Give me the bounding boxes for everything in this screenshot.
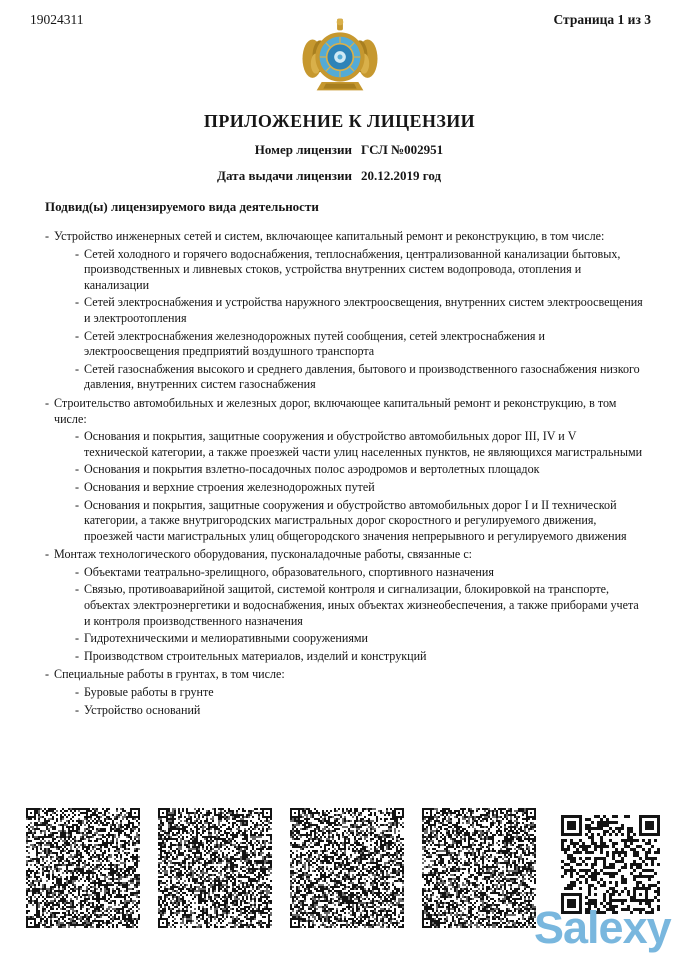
bullet-dash: -	[75, 497, 80, 512]
bullet-dash: -	[75, 462, 80, 477]
bullet-dash: -	[45, 229, 50, 243]
activities-list	[45, 226, 643, 720]
activity-text: Специальные работы в грунтах, в том числе:	[54, 667, 285, 682]
activity-text: Связью, противоаварийной защитой, системой контроля и сигнализации, блокировкой на транспорте, объектах электроэнергетики и водоснабжения, иных объектах жизнеобеспечения, а также приборами учета и контроля производственного назначения	[84, 582, 639, 628]
activity-text: Сетей электроснабжения железнодорожных путей сообщения, сетей электроснабжения и электроосвещения предприятий воздушного транспорта	[84, 328, 545, 359]
activity-item	[45, 582, 643, 629]
bullet-dash: -	[45, 547, 50, 562]
activity-text: Основания и покрытия, защитные сооружения и обустройство автомобильных дорог III, IV и V технической категории, а также проезжей части улиц населенных пунктов, не являющихся магистральными	[84, 429, 643, 459]
activity-item	[45, 498, 643, 545]
activity-item	[45, 667, 643, 683]
license-meta	[0, 142, 679, 194]
issue-date-label: Дата выдачи лицензии	[217, 168, 352, 183]
activity-item	[45, 480, 643, 496]
bullet-dash: -	[45, 395, 50, 410]
activity-text: Основания и покрытия, защитные сооружения и обустройство автомобильных дорог I и II технической категории, а также внутригородских магистральных дорог скоростного и регулируемого движения, проезжей части магистральных улиц общегородского значения непрерывного и регулируемого движения	[84, 497, 627, 543]
activity-item	[45, 565, 643, 581]
activity-text: Монтаж технологического оборудования, пусконаладочные работы, связанные с:	[54, 547, 473, 562]
bullet-dash: -	[75, 564, 80, 579]
activity-text: Строительство автомобильных и железных дорог, включающее капитальный ремонт и реконструкцию, в том числе:	[54, 395, 617, 426]
activity-text: Объектами театрально-зрелищного, образовательного, спортивного назначения	[84, 564, 494, 579]
activity-item	[45, 547, 643, 563]
section-heading: Подвид(ы) лицензируемого вида деятельности	[45, 199, 319, 214]
license-number-value: ГСЛ №002951	[361, 142, 444, 157]
license-number-row	[0, 142, 679, 158]
activity-text: Основания и верхние строения железнодорожных путей	[84, 479, 375, 494]
barcode-2	[158, 808, 272, 928]
barcode-4	[422, 808, 536, 928]
activity-text: Основания и покрытия взлетно-посадочных полос аэродромов и вертолетных площадок	[84, 462, 540, 477]
activity-text: Устройство оснований	[84, 702, 201, 717]
activity-text: Сетей холодного и горячего водоснабжения, теплоснабжения, централизованной канализации бытовых, производственных и ливневых стоков, устройства внутренних систем водопровода, отопления и канализации	[84, 246, 621, 292]
bullet-dash: -	[75, 648, 80, 663]
barcode-3	[290, 808, 404, 928]
activity-item	[45, 247, 643, 294]
bullet-dash: -	[75, 328, 80, 343]
activity-item	[45, 703, 643, 719]
bullet-dash: -	[75, 429, 80, 444]
license-number-label: Номер лицензии	[254, 142, 352, 157]
bullet-dash: -	[75, 702, 80, 717]
salexy-watermark: Salexy	[534, 902, 671, 953]
activity-item	[45, 295, 643, 326]
bullet-dash: -	[75, 631, 80, 646]
activity-item	[45, 362, 643, 393]
activity-text: Сетей электроснабжения и устройства наружного электроосвещения, внутренних систем электроосвещения и электроотопления	[84, 295, 643, 325]
qr-code	[561, 815, 660, 914]
activity-item	[45, 631, 643, 647]
activity-item	[45, 396, 643, 427]
activity-text: Сетей газоснабжения высокого и среднего давления, бытового и производственного газоснабжения низкого давления, внутренних систем газоснабжения	[84, 361, 640, 392]
bullet-dash: -	[75, 361, 80, 376]
activity-item	[45, 462, 643, 478]
bullet-dash: -	[75, 246, 80, 261]
activity-item	[45, 429, 643, 460]
activity-item	[45, 649, 643, 665]
bullet-dash: -	[75, 479, 80, 494]
activity-item	[45, 229, 643, 245]
barcode-1	[26, 808, 140, 928]
issue-date-row	[0, 168, 679, 184]
page-indicator: Страница 1 из 3	[553, 12, 651, 27]
activity-text: Гидротехническими и мелиоративными сооружениями	[84, 631, 369, 646]
activity-item	[45, 685, 643, 701]
document-number: 19024311	[30, 12, 84, 27]
activity-text: Производством строительных материалов, изделий и конструкций	[84, 648, 427, 663]
page-title: ПРИЛОЖЕНИЕ К ЛИЦЕНЗИИ	[203, 111, 476, 132]
activity-item	[45, 329, 643, 360]
issue-date-value: 20.12.2019 год	[361, 168, 442, 183]
bullet-dash: -	[75, 582, 80, 597]
activity-text: Буровые работы в грунте	[84, 685, 214, 700]
activity-text: Устройство инженерных сетей и систем, включающее капитальный ремонт и реконструкцию, в том числе:	[54, 229, 605, 243]
kazakhstan-emblem-icon	[298, 17, 382, 97]
bullet-dash: -	[75, 295, 80, 310]
bullet-dash: -	[75, 685, 80, 700]
bullet-dash: -	[45, 667, 50, 682]
